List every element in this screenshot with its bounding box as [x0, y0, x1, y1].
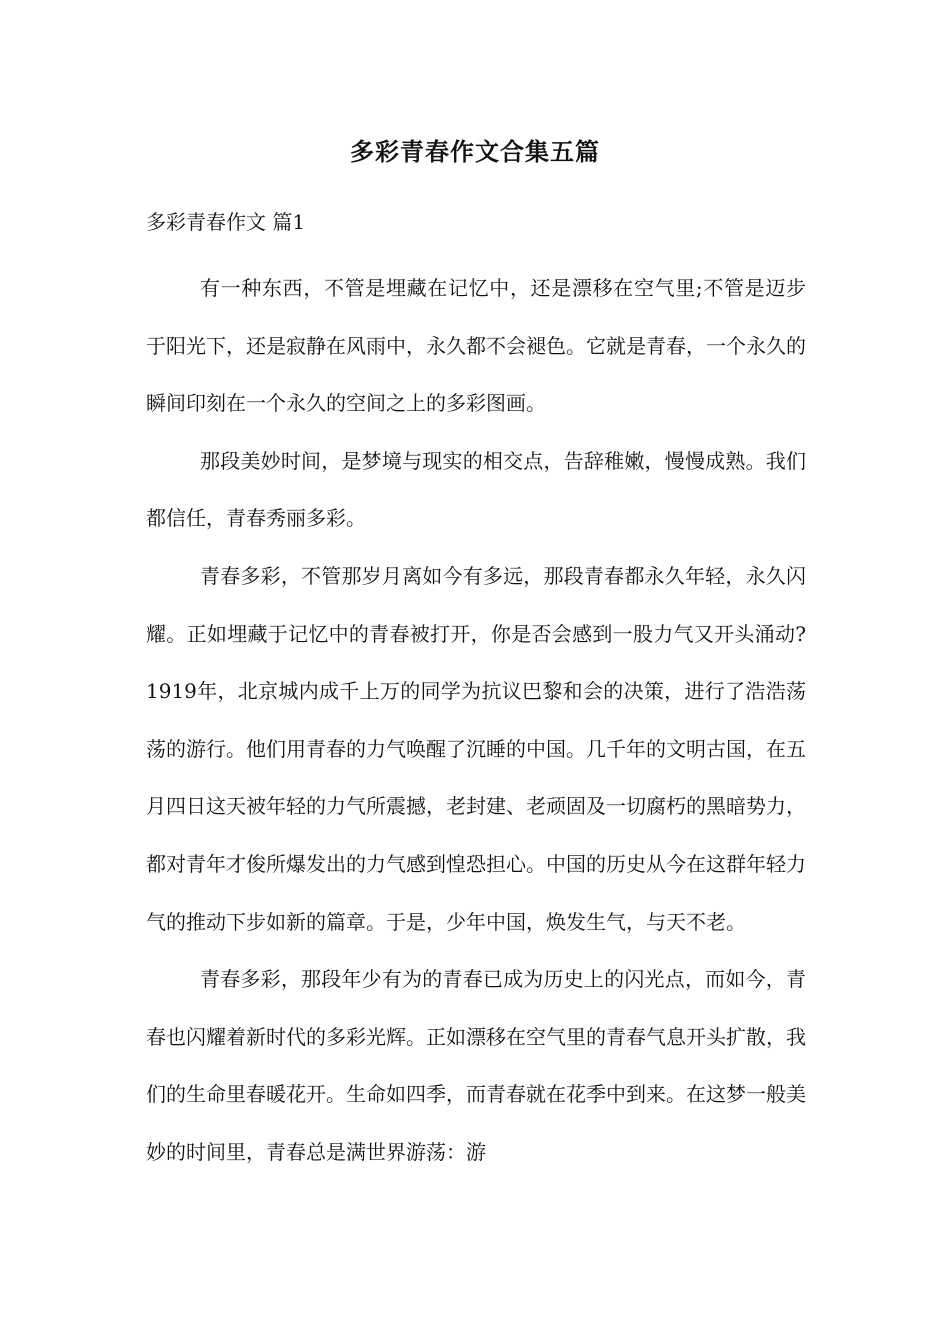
paragraph: 那段美妙时间，是梦境与现实的相交点，告辞稚嫩，慢慢成熟。我们都信任，青春秀丽多彩。 — [146, 448, 806, 531]
paragraph: 青春多彩，不管那岁月离如今有多远，那段青春都永久年轻，永久闪耀。正如埋藏于记忆中的青春被打开，你是否会感到一股力气又开头涌动?1919年，北京城内成千上万的同学为抗议巴黎和会的决策，进行了浩浩荡荡的游行。他们用青春的力气唤醒了沉睡的中国。几千年的文明古国，在五月四日这天被年轻的力气所震撼，老封建、老顽固及一切腐朽的黑暗势力，都对青年才俊所爆发出的力气感到惶恐担心。中国的历史从今在这群年轻力气的推动下步如新的篇章。于是，少年中国，焕发生气，与天不老。 — [146, 563, 806, 934]
section-heading: 多彩青春作文 篇1 — [146, 210, 306, 234]
paragraph: 有一种东西，不管是埋藏在记忆中，还是漂移在空气里;不管是迈步于阳光下，还是寂静在风雨中，永久都不会褪色。它就是青春，一个永久的瞬间印刻在一个永久的空间之上的多彩图画。 — [146, 276, 806, 416]
paragraph: 青春多彩，那段年少有为的青春已成为历史上的闪光点，而如今，青春也闪耀着新时代的多彩光辉。正如漂移在空气里的青春气息开头扩散，我们的生命里春暖花开。生命如四季，而青春就在花季中到来。在这梦一般美妙的时间里，青春总是满世界游荡：游 — [146, 967, 806, 1164]
document-title: 多彩青春作文合集五篇 — [350, 137, 600, 166]
document-body — [146, 260, 806, 1182]
